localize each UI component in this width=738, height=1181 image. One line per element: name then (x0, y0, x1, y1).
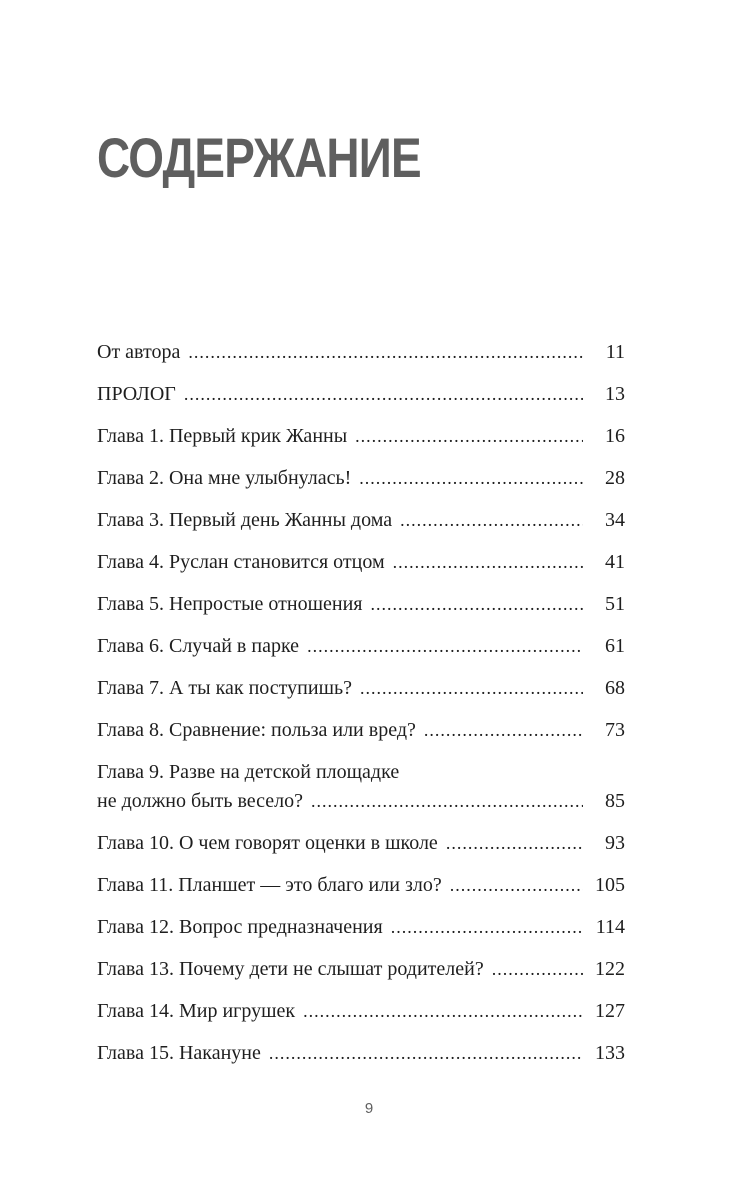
toc-line (97, 506, 625, 535)
toc-entry-author-foreword[interactable] (97, 338, 625, 367)
toc-page-number: 16 (605, 425, 625, 447)
dot-leader (492, 955, 583, 984)
toc-page-number: 105 (595, 874, 625, 896)
toc-entry-chapter-2[interactable] (97, 464, 625, 493)
toc-line (97, 1039, 625, 1068)
toc-line (97, 464, 625, 493)
toc-entry-title: Глава 14. Мир игрушек (97, 1000, 296, 1022)
toc-entry-title: ПРОЛОГ (97, 383, 176, 405)
toc-page-number: 68 (605, 677, 625, 699)
toc-page-number: 34 (605, 509, 625, 531)
toc-line (97, 997, 625, 1026)
toc-entry-chapter-1[interactable] (97, 422, 625, 451)
toc-line (97, 955, 625, 984)
toc-entry-title-line-2: не должно быть весело? (97, 790, 304, 812)
toc-line (97, 674, 625, 703)
dot-leader (450, 871, 583, 900)
toc-page-number: 85 (605, 790, 625, 812)
toc-line (97, 716, 625, 745)
toc-entry-title: Глава 2. Она мне улыбнулась! (97, 467, 352, 489)
toc-entry-title-line-1: Глава 9. Разве на детской площадке (97, 761, 400, 783)
toc-entry-chapter-3[interactable] (97, 506, 625, 535)
dot-leader (303, 997, 583, 1026)
dot-leader (391, 913, 583, 942)
toc-entry-title: Глава 11. Планшет — это благо или зло? (97, 874, 442, 896)
toc-entry-title: Глава 3. Первый день Жанны дома (97, 509, 393, 531)
toc-line (97, 787, 625, 816)
dot-leader (184, 380, 583, 409)
dot-leader (311, 787, 583, 816)
toc-entry-title: Глава 1. Первый крик Жанны (97, 425, 348, 447)
toc-entry-chapter-11[interactable] (97, 871, 625, 900)
toc-page-number: 114 (595, 916, 625, 938)
toc-page-number: 28 (605, 467, 625, 489)
dot-leader (371, 590, 584, 619)
toc-page-number: 61 (605, 635, 625, 657)
dot-leader (400, 506, 583, 535)
toc-entry-title: Глава 8. Сравнение: польза или вред? (97, 719, 416, 741)
toc-line (97, 338, 625, 367)
toc-line (97, 548, 625, 577)
toc-page-number: 51 (605, 593, 625, 615)
toc-page-number: 122 (595, 958, 625, 980)
toc-entry-title: Глава 7. А ты как поступишь? (97, 677, 352, 699)
dot-leader (359, 464, 583, 493)
toc-page-number: 13 (605, 383, 625, 405)
page-number-footer: 9 (364, 1100, 374, 1117)
toc-line (97, 829, 625, 858)
dot-leader (188, 338, 583, 367)
dot-leader (307, 632, 583, 661)
toc-entry-chapter-14[interactable] (97, 997, 625, 1026)
page-title: СОДЕРЖАНИЕ (97, 126, 421, 189)
toc-entry-title: Глава 13. Почему дети не слышат родителей? (97, 958, 484, 980)
table-of-contents (97, 338, 625, 1081)
toc-line (97, 871, 625, 900)
toc-page-number: 73 (605, 719, 625, 741)
dot-leader (393, 548, 583, 577)
toc-line (97, 632, 625, 661)
toc-entry-title: Глава 6. Случай в парке (97, 635, 300, 657)
toc-page-number: 11 (605, 341, 625, 363)
dot-leader (424, 716, 583, 745)
dot-leader (446, 829, 583, 858)
toc-entry-title: Глава 4. Руслан становится отцом (97, 551, 385, 573)
toc-page-number: 127 (595, 1000, 625, 1022)
toc-entry-chapter-5[interactable] (97, 590, 625, 619)
toc-entry-title: Глава 10. О чем говорят оценки в школе (97, 832, 438, 854)
toc-entry-chapter-9[interactable] (97, 758, 625, 816)
toc-entry-chapter-7[interactable] (97, 674, 625, 703)
dot-leader (269, 1039, 583, 1068)
toc-page-number: 93 (605, 832, 625, 854)
toc-entry-chapter-12[interactable] (97, 913, 625, 942)
toc-entry-chapter-15[interactable] (97, 1039, 625, 1068)
toc-line (97, 590, 625, 619)
toc-entry-chapter-10[interactable] (97, 829, 625, 858)
toc-entry-chapter-13[interactable] (97, 955, 625, 984)
dot-leader (355, 422, 583, 451)
toc-line (97, 380, 625, 409)
toc-entry-chapter-4[interactable] (97, 548, 625, 577)
toc-entry-title: От автора (97, 341, 181, 363)
toc-entry-prologue[interactable] (97, 380, 625, 409)
toc-entry-title: Глава 12. Вопрос предназначения (97, 916, 383, 938)
toc-page-number: 41 (605, 551, 625, 573)
toc-entry-chapter-8[interactable] (97, 716, 625, 745)
toc-entry-title: Глава 5. Непростые отношения (97, 593, 363, 615)
toc-entry-chapter-6[interactable] (97, 632, 625, 661)
dot-leader (360, 674, 583, 703)
toc-line (97, 913, 625, 942)
toc-entry-title: Глава 15. Накануне (97, 1042, 261, 1064)
toc-page-number: 133 (595, 1042, 625, 1064)
toc-line (97, 422, 625, 451)
